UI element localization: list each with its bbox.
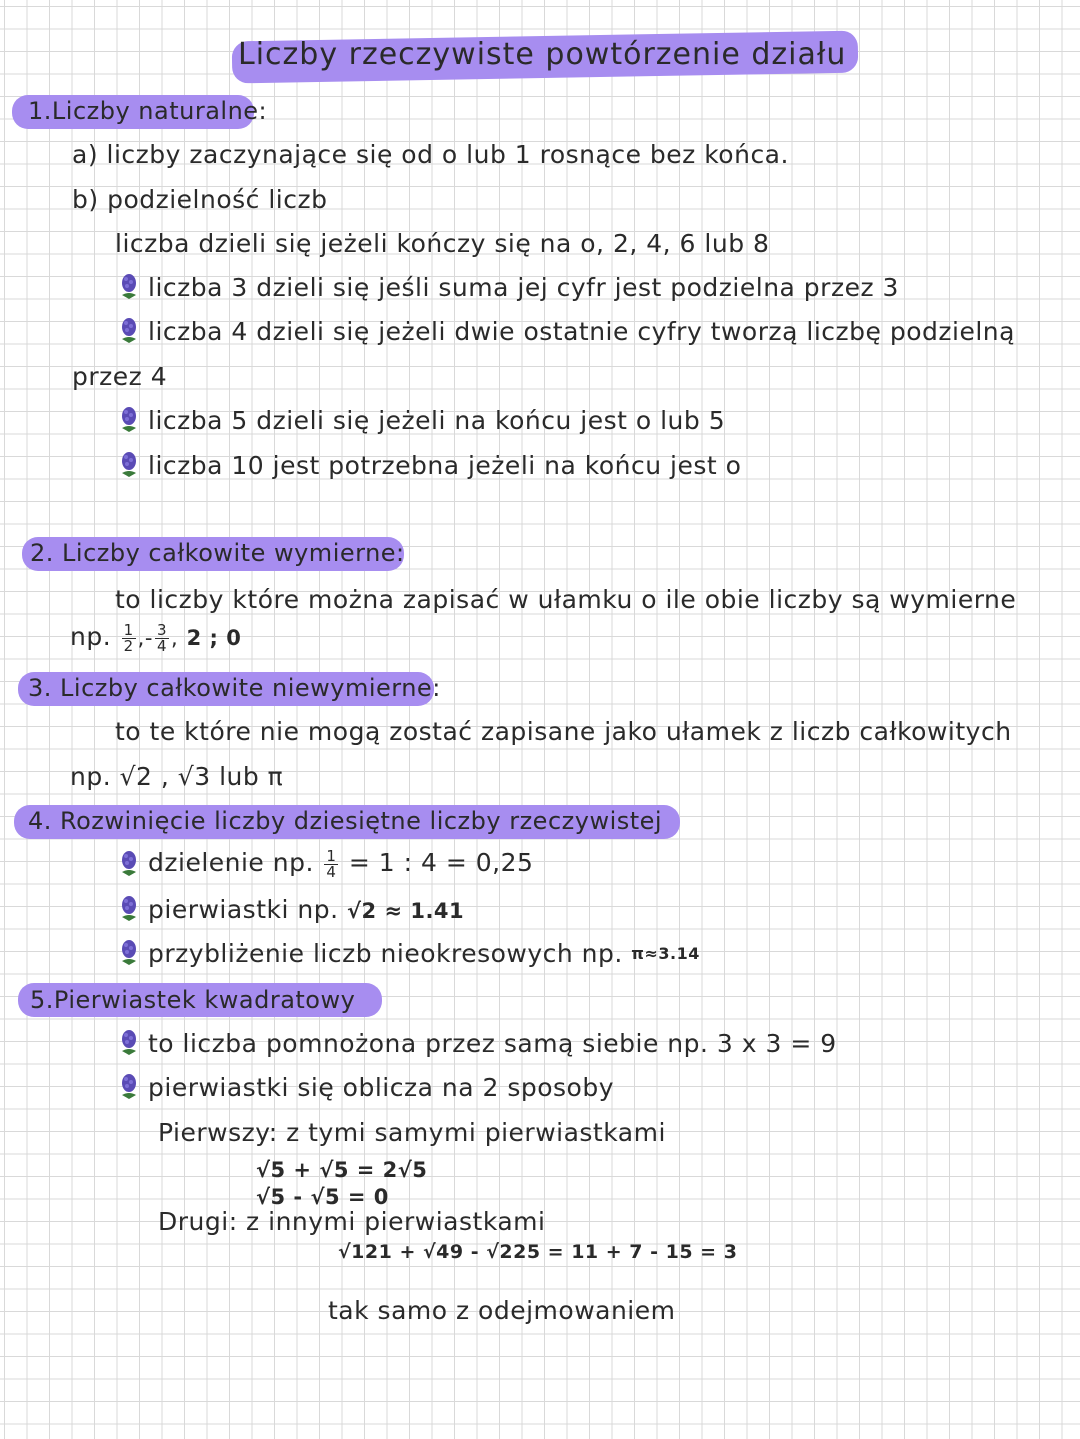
s1-bullet-2-wrap: przez 4 [72,362,168,391]
hyacinth-bullet-icon [120,273,138,299]
hyacinth-bullet-icon [120,317,138,343]
hyacinth-bullet-icon [120,850,138,876]
section-2-heading: 2. Liczby całkowite wymierne: [30,539,405,567]
s1-point-b: b) podzielność liczb [72,185,328,214]
s5-footer-note: tak samo z odejmowaniem [328,1296,676,1325]
s1-bullet-2: liczba 4 dzieli się jeżeli dwie ostatnie cyfry tworzą liczbę podzielną [148,317,1015,346]
s5-equation-3: √121 + √49 - √225 = 11 + 7 - 15 = 3 [338,1241,738,1263]
hyacinth-bullet-icon [120,939,138,965]
page-title: Liczby rzeczywiste powtórzenie działu [238,37,847,72]
separator: , [170,626,179,650]
fraction-three-quarters [155,620,169,655]
separator: , [137,626,145,650]
s5-bullet-2: pierwiastki się oblicza na 2 sposoby [148,1073,615,1102]
fraction-numerator: 1 [326,846,337,865]
hyacinth-bullet-icon [120,895,138,921]
fraction-one-quarter [324,846,338,881]
s3-example: np. √2 , √3 lub π [70,762,284,791]
s1-divisibility-intro: liczba dzieli się jeżeli kończy się na o, 2, 4, 6 lub 8 [115,229,770,258]
s1-bullet-1: liczba 3 dzieli się jeśli suma jej cyfr jest podzielna przez 3 [148,273,899,302]
s2-definition: to liczby które można zapisać w ułamku o ile obie liczby są wymierne [115,585,1017,614]
s1-bullet-3: liczba 5 dzieli się jeżeli na końcu jest o lub 5 [148,406,726,435]
s4-bullet-2 [148,895,464,926]
s4-bullet-1 [148,848,533,880]
s5-equation-1: √5 + √5 = 2√5 [256,1158,428,1182]
s4-bullet-3 [148,939,700,969]
hyacinth-bullet-icon [120,1073,138,1099]
s1-bullet-4: liczba 10 jest potrzebna jeżeli na końcu jest o [148,451,742,480]
s4-bullet-3-text: przybliżenie liczb nieokresowych np. [148,939,623,968]
s2-example [70,622,241,654]
section-5-heading: 5.Pierwiastek kwadratowy [30,986,356,1014]
s3-definition: to te które nie mogą zostać zapisane jako ułamek z liczb całkowitych [115,717,1012,746]
fraction-denominator: 4 [156,636,167,655]
s2-example-rest: 2 ; 0 [186,626,242,650]
section-3-heading: 3. Liczby całkowite niewymierne: [28,674,441,702]
s5-first-method: Pierwszy: z tymi samymi pierwiastkami [158,1118,666,1147]
s5-equation-2: √5 - √5 = 0 [256,1185,389,1209]
s4-bullet-2-text: pierwiastki np. [148,895,339,924]
s4-bullet-2-math: √2 ≈ 1.41 [347,899,465,923]
s4-bullet-3-math: π≈3.14 [631,944,700,963]
s2-example-prefix: np. [70,622,112,651]
section-4-heading: 4. Rozwinięcie liczby dziesiętne liczby rzeczywistej [28,807,663,835]
s5-second-method: Drugi: z innymi pierwiastkami [158,1207,546,1236]
fraction-numerator: 1 [123,620,134,639]
fraction-denominator: 2 [123,636,134,655]
hyacinth-bullet-icon [120,406,138,432]
s4-bullet-1-equation: = 1 : 4 = 0,25 [348,848,534,877]
section-1-heading: 1.Liczby naturalne: [28,97,268,125]
fraction-one-half [122,620,136,655]
fraction-denominator: 4 [326,862,337,881]
hyacinth-bullet-icon [120,451,138,477]
s1-point-a: a) liczby zaczynające się od o lub 1 rosnące bez końca. [72,140,789,169]
minus-sign: - [144,626,153,650]
fraction-numerator: 3 [156,620,167,639]
hyacinth-bullet-icon [120,1029,138,1055]
s4-bullet-1-text: dzielenie np. [148,848,314,877]
s5-bullet-1: to liczba pomnożona przez samą siebie np. 3 x 3 = 9 [148,1029,837,1058]
